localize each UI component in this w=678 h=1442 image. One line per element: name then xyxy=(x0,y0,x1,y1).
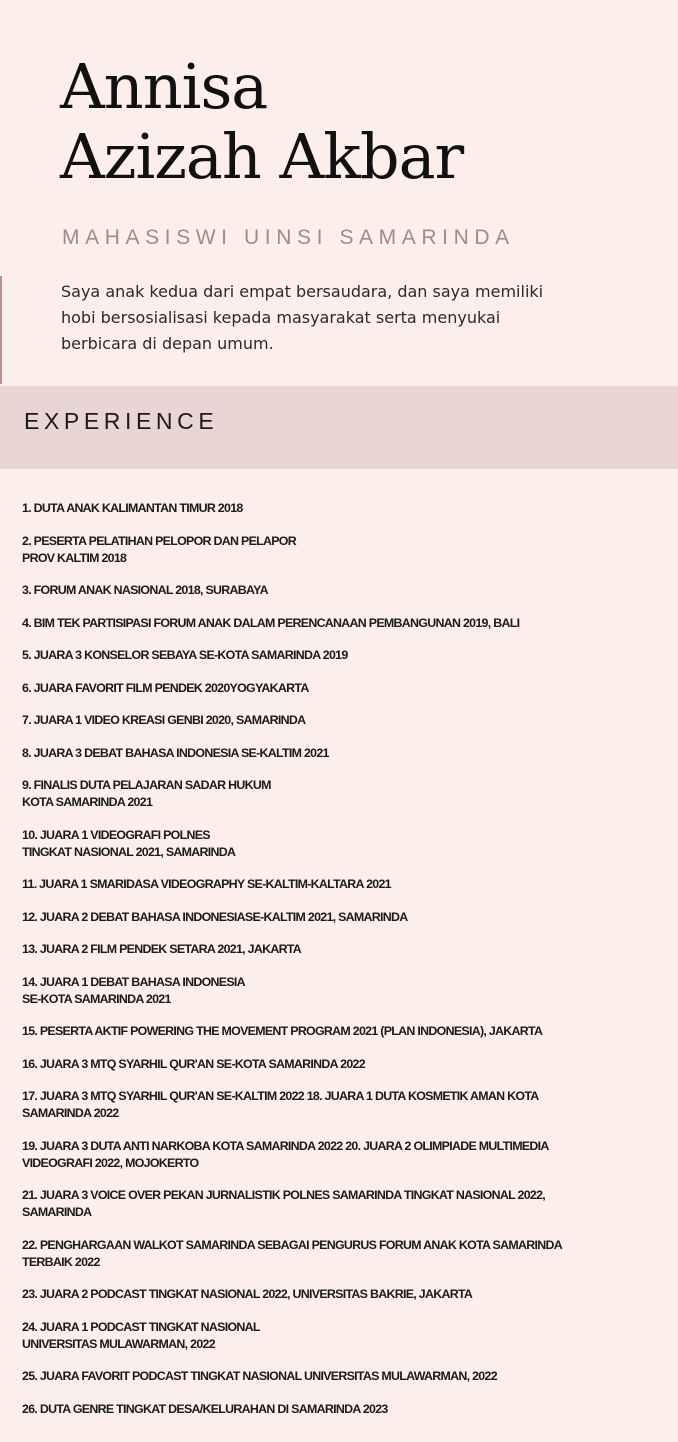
experience-item: 6. JUARA FAVORIT FILM PENDEK 2020YOGYAKARTA xyxy=(22,680,309,695)
experience-item: 13. JUARA 2 FILM PENDEK SETARA 2021, JAKARTA xyxy=(22,942,302,956)
experience-item: 26. DUTA GENRE TINGKAT DESA/KELURAHAN DI SAMARINDA 2023 xyxy=(22,1401,388,1416)
experience-item: 14. JUARA 1 DEBAT BAHASA INDONESIA SE-KOTA SAMARINDA 2021 xyxy=(22,974,245,1006)
experience-item: 19. JUARA 3 DUTA ANTI NARKOBA KOTA SAMARINDA 2022 20. JUARA 2 OLIMPIADE MULTIMEDIA VIDEOGRAFI 2022, MOJOKERTO xyxy=(22,1138,549,1170)
experience-item: 9. FINALIS DUTA PELAJARAN SADAR HUKUM KOTA SAMARINDA 2021 xyxy=(22,778,271,809)
experience-item: 7. JUARA 1 VIDEO KREASI GENBI 2020, SAMARINDA xyxy=(22,713,306,727)
experience-item: 24. JUARA 1 PODCAST TINGKAT NASIONAL UNIVERSITAS MULAWARMAN, 2022 xyxy=(22,1319,260,1351)
experience-item: 15. PESERTA AKTIF POWERING THE MOVEMENT PROGRAM 2021 (PLAN INDONESIA), JAKARTA xyxy=(22,1024,543,1038)
experience-list xyxy=(22,500,642,1433)
experience-item: 11. JUARA 1 SMARIDASA VIDEOGRAPHY SE-KALTIM-KALTARA 2021 xyxy=(22,877,391,891)
profile-subtitle: MAHASISWI UINSI SAMARINDA xyxy=(62,226,515,249)
experience-item: 22. PENGHARGAAN WALKOT SAMARINDA SEBAGAI PENGURUS FORUM ANAK KOTA SAMARINDA TERBAIK 2022 xyxy=(22,1237,562,1269)
experience-item: 4. BIM TEK PARTISIPASI FORUM ANAK DALAM PERENCANAAN PEMBANGUNAN 2019, BALI xyxy=(22,615,520,630)
profile-name xyxy=(60,52,463,192)
experience-header xyxy=(0,386,678,469)
experience-item: 23. JUARA 2 PODCAST TINGKAT NASIONAL 2022, UNIVERSITAS BAKRIE, JAKARTA xyxy=(22,1287,473,1301)
experience-item: 1. DUTA ANAK KALIMANTAN TIMUR 2018 xyxy=(22,501,243,515)
experience-item: 21. JUARA 3 VOICE OVER PEKAN JURNALISTIK POLNES SAMARINDA TINGKAT NASIONAL 2022, SAMARINDA xyxy=(22,1188,546,1219)
experience-item: 2. PESERTA PELATIHAN PELOPOR DAN PELAPOR PROV KALTIM 2018 xyxy=(22,533,296,565)
experience-item: 17. JUARA 3 MTQ SYARHIL QUR'AN SE-KALTIM 2022 18. JUARA 1 DUTA KOSMETIK AMAN KOTA SAMARINDA 2022 xyxy=(22,1089,539,1120)
profile-bio: Saya anak kedua dari empat bersaudara, dan saya memiliki hobi bersosialisasi kepada masyarakat serta menyukai berbicara di depan umum. xyxy=(61,282,544,353)
experience-item: 12. JUARA 2 DEBAT BAHASA INDONESIASE-KALTIM 2021, SAMARINDA xyxy=(22,909,408,924)
name-line-2: Azizah Akbar xyxy=(60,120,464,193)
experience-title: EXPERIENCE xyxy=(24,408,219,434)
experience-item: 5. JUARA 3 KONSELOR SEBAYA SE-KOTA SAMARINDA 2019 xyxy=(22,648,348,662)
experience-item: 8. JUARA 3 DEBAT BAHASA INDONESIA SE-KALTIM 2021 xyxy=(22,745,329,760)
experience-item: 10. JUARA 1 VIDEOGRAFI POLNES TINGKAT NASIONAL 2021, SAMARINDA xyxy=(22,827,236,859)
experience-item: 16. JUARA 3 MTQ SYARHIL QUR'AN SE-KOTA SAMARINDA 2022 xyxy=(22,1056,365,1071)
experience-item: 3. FORUM ANAK NASIONAL 2018, SURABAYA xyxy=(22,583,268,597)
accent-line xyxy=(0,276,2,384)
name-line-1: Annisa xyxy=(60,50,268,123)
experience-item: 25. JUARA FAVORIT PODCAST TINGKAT NASIONAL UNIVERSITAS MULAWARMAN, 2022 xyxy=(22,1369,497,1383)
